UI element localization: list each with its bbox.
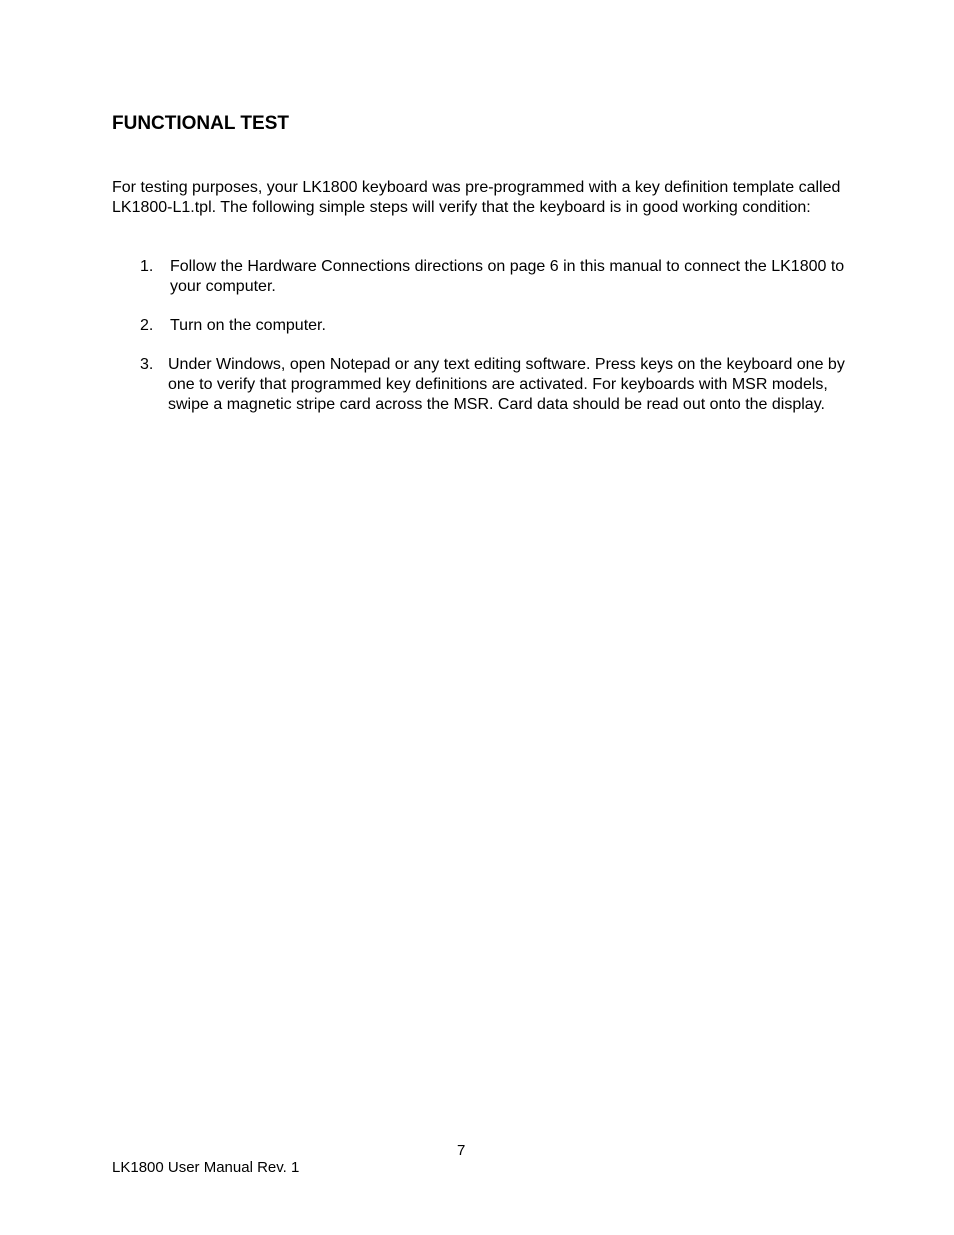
step-number: 3. (140, 356, 154, 373)
step-text: Follow the Hardware Connections directions on page 6 in this manual to connect the LK1800 to your computer. (170, 258, 845, 295)
page-number: 7 (457, 1142, 466, 1159)
step-number: 2. (140, 317, 154, 334)
step-number: 1. (140, 258, 154, 275)
step-text: Under Windows, open Notepad or any text editing software. Press keys on the keyboard one by one to verify that programmed key definitions are activated. For keyboards with MSR models, swipe a magnetic stripe card across the MSR. Card data should be read out onto the display. (168, 356, 845, 413)
section-title: FUNCTIONAL TEST (112, 113, 289, 134)
intro-paragraph: For testing purposes, your LK1800 keyboard was pre-programmed with a key definition template called LK1800-L1.tpl. The following simple steps will verify that the keyboard is in good working condition: (112, 179, 841, 216)
page-footer: LK1800 User Manual Rev. 1 (112, 1159, 300, 1176)
step-text: Turn on the computer. (170, 317, 326, 334)
